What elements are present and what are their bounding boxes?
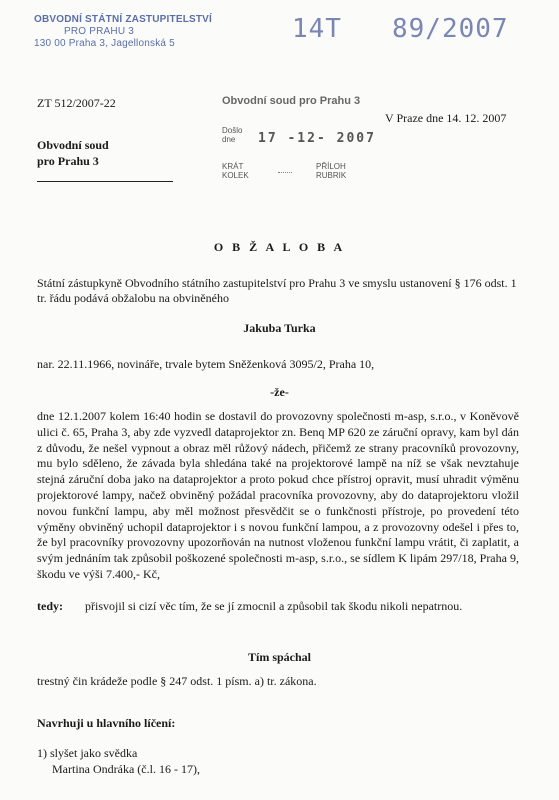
reference-number: ZT 512/2007-22 xyxy=(37,96,116,110)
tedy-label: tedy: xyxy=(37,599,63,613)
document-title: O B Ž A L O B A xyxy=(213,240,346,254)
krat-kolek-label: KRÁT KOLEK xyxy=(222,162,249,180)
received-date: 17 -12- 2007 xyxy=(258,131,376,146)
sender-stamp-line-1: OBVODNÍ STÁTNÍ ZASTUPITELSTVÍ xyxy=(34,14,213,25)
sender-stamp-line-3: 130 00 Praha 3, Jagellonská 5 xyxy=(34,38,175,49)
proposal-item-1-detail: Martina Ondráka (č.l. 16 - 17), xyxy=(52,762,200,776)
intro-paragraph: Státní zástupkyně Obvodního státního zastupitelství pro Prahu 3 ve smyslu ustanovení § 176 odst. 1 tr. řádu podává obžalobu na obviněného xyxy=(37,276,517,305)
file-number: 89/2007 xyxy=(392,14,509,44)
priloh-rubrik-label: PŘÍLOH RUBRIK xyxy=(316,162,347,180)
sender-stamp xyxy=(34,14,212,50)
crime-statement: trestný čin krádeže podle § 247 odst. 1 písm. a) tr. zákona. xyxy=(37,674,317,688)
proposal-item-1: 1) slyšet jako svědka xyxy=(37,746,138,760)
tedy-text: přisvojil si cizí věc tím, že se jí zmocnil a způsobil tak škodu nikoli nepatrnou. xyxy=(85,599,463,613)
tim-spachal-heading: Tím spáchal xyxy=(247,650,311,664)
ze-separator: -že- xyxy=(270,385,289,399)
stamp-dash xyxy=(278,172,292,173)
defendant-name: Jakuba Turka xyxy=(243,321,316,335)
file-number-prefix: 14T xyxy=(292,14,342,44)
place-date: V Praze dne 14. 12. 2007 xyxy=(385,111,507,125)
addressee-underline xyxy=(37,181,173,182)
addressee: Obvodní soud pro Prahu 3 xyxy=(37,138,109,168)
received-label: Došlo dne xyxy=(222,126,243,144)
defendant-info: nar. 22.11.1966, novináře, trvale bytem Sněženková 3095/2, Praha 10, xyxy=(37,357,375,371)
proposal-heading: Navrhuji u hlavního líčení: xyxy=(37,716,176,730)
sender-stamp-line-2: PRO PRAHU 3 xyxy=(64,26,134,37)
facts-paragraph: dne 12.1.2007 kolem 16:40 hodin se dostavil do provozovny společnosti m-asp, s.r.o., v Koněvově ulici č. 65, Praha 3, aby zde vyzvedl dataprojektor zn. Benq MP 620 ze záruční opravy, kam byl dán z důvodu, že nešel vypnout a obraz měl růžový nádech, přičemž ze strany pracovníků provozovny, mu bylo sděleno, že závada byla shledána také na projektorové lampě na níž se však nevztahuje stejná záruční doba jako na dataprojektor a proto pokud chce přístroj opravit, musí uhradit výměnu projektorové lampy, načež obviněný požádal pracovníka provozovny, aby do dataprojektoru vložil novou funkční lampu, aby měl možnost přesvědčit se o funkčnosti přístroje, po provedení této výměny obviněný uchopil dataprojektor i s novou funkční lampou, a z provozovny odešel i přes to, že byl pracovníky provozovny upozorňován na nutnost vloženou funkční lampu vrátit, či zaplatit, a svým jednáním tak způsobil poškozené společnosti m-asp, s.r.o., se sídlem K lipám 297/18, Praha 9, škodu ve výši 7.400,- Kč, xyxy=(37,409,519,581)
court-received-stamp: Obvodní soud pro Prahu 3 xyxy=(222,95,361,107)
